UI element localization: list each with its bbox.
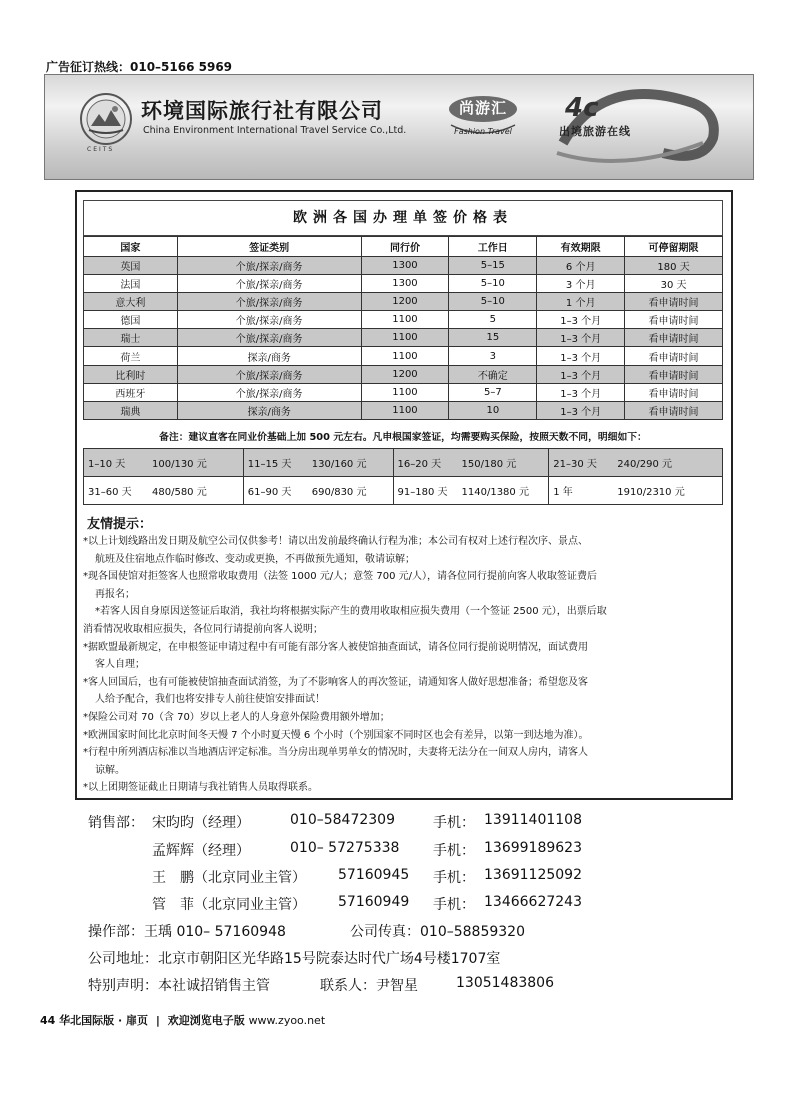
logo-text: CEITS — [87, 146, 115, 153]
cell: 探亲/商务 — [177, 401, 361, 419]
table-row — [84, 293, 723, 311]
table-row — [84, 257, 723, 275]
insurance-days: 1–10 天 — [88, 459, 126, 470]
insurance-price: 1910/2310 元 — [617, 487, 685, 498]
mobile-label: 手机： — [433, 870, 475, 886]
mobile-label: 手机： — [433, 897, 475, 913]
col-header: 工作日 — [449, 237, 537, 257]
fashion-travel-badge — [447, 95, 519, 143]
page-footer — [40, 1012, 325, 1028]
address-line: 公司地址：北京市朝阳区光华路15号院泰达时代广场4号楼1707室 — [88, 951, 501, 967]
table-row — [84, 275, 723, 293]
cell: 5 — [449, 311, 537, 329]
tip-line: *若客人因自身原因送签证后取消，我社均将根据实际产生的费用收取相应损失费用（一个签证 2500 元），出票后取 — [95, 606, 607, 618]
insurance-price: 690/830 元 — [311, 487, 367, 498]
cell: 5–10 — [449, 293, 537, 311]
cell: 不确定 — [449, 365, 537, 383]
cell: 5–15 — [449, 257, 537, 275]
welcome-text: 欢迎浏览电子版 — [167, 1014, 245, 1027]
insurance-cell — [549, 477, 723, 505]
insurance-days: 1 年 — [553, 487, 573, 498]
cell: 西班牙 — [84, 383, 178, 401]
sales-phone: 57160945 — [338, 867, 410, 883]
cell: 10 — [449, 401, 537, 419]
insurance-days: 31–60 天 — [88, 487, 132, 498]
cell: 1 个月 — [537, 293, 625, 311]
tips-list — [83, 533, 728, 797]
sales-name: 宋昀昀（经理） — [152, 815, 250, 831]
cell: 180 天 — [625, 257, 723, 275]
insurance-days: 21–30 天 — [553, 459, 597, 470]
cell: 1100 — [361, 329, 449, 347]
mobile-label: 手机： — [433, 843, 475, 859]
sales-mobile: 13699189623 — [484, 840, 582, 856]
company-name-cn: 环境国际旅行社有限公司 — [141, 99, 383, 123]
cell: 看申请时间 — [625, 365, 723, 383]
insurance-note: 备注：建议直客在同业价基础上加 500 元左右。凡申根国家签证，均需要购买保险，按照天数不同，明细如下： — [83, 428, 723, 448]
tip-line: *保险公司对 70（含 70）岁以上老人的人身意外保险费用额外增加； — [83, 711, 390, 723]
insurance-cell — [393, 449, 549, 477]
cell: 个旅/探亲/商务 — [177, 275, 361, 293]
ad-hotline: 广告征订热线：010–5166 5969 — [46, 60, 233, 74]
cell: 15 — [449, 329, 537, 347]
cell: 个旅/探亲/商务 — [177, 257, 361, 275]
cell: 1100 — [361, 347, 449, 365]
ops-line: 操作部：王瑀 010– 57160948 — [88, 924, 286, 940]
insurance-days: 91–180 天 — [397, 487, 448, 498]
sales-mobile: 13911401108 — [484, 812, 582, 828]
table-row — [84, 401, 723, 419]
insurance-price: 240/290 元 — [617, 459, 672, 470]
page-number: 44 — [40, 1014, 56, 1027]
table-row — [84, 383, 723, 401]
sales-phone: 010– 57275338 — [290, 840, 400, 856]
insurance-table — [83, 448, 723, 505]
insurance-cell — [393, 477, 549, 505]
cell: 法国 — [84, 275, 178, 293]
cell: 1300 — [361, 275, 449, 293]
tip-line: *据欧盟最新规定，在申根签证申请过程中有可能有部分客人被使馆抽查面试，请各位同行提前说明情况，面试费用 — [83, 641, 588, 653]
sales-mobile: 13691125092 — [484, 867, 582, 883]
cell: 5–7 — [449, 383, 537, 401]
cell: 30 天 — [625, 275, 723, 293]
header-banner — [44, 74, 754, 180]
cell: 看申请时间 — [625, 293, 723, 311]
insurance-cell — [84, 449, 244, 477]
cell: 看申请时间 — [625, 401, 723, 419]
company-name-en: China Environment International Travel Service Co.,Ltd. — [143, 125, 407, 136]
tip-line: *欧洲国家时间比北京时间冬天慢 7 个小时夏天慢 6 个小时（个别国家不同时区也会有差异，以第一到达地为准）。 — [83, 729, 589, 741]
tip-line: 人给予配合，我们也将安排专人前往使馆安排面试！ — [95, 694, 325, 706]
tip-line: *以上团期签证截止日期请与我社销售人员取得联系。 — [83, 782, 318, 794]
cell: 1–3 个月 — [537, 347, 625, 365]
mobile-label: 手机： — [433, 815, 475, 831]
special-statement: 特别声明：本社诚招销售主管 — [88, 978, 270, 994]
tip-line: *行程中所列酒店标准以当地酒店评定标准。当分房出现单男单女的情况时，夫妻将无法分在一间双人房内，请客人 — [83, 747, 588, 759]
brand-4c: 4c — [565, 93, 599, 123]
visa-price-panel — [75, 190, 733, 800]
cell: 6 个月 — [537, 257, 625, 275]
insurance-price: 130/160 元 — [311, 459, 367, 470]
cell: 1–3 个月 — [537, 365, 625, 383]
insurance-cell — [549, 449, 723, 477]
table-row — [84, 329, 723, 347]
cell: 看申请时间 — [625, 347, 723, 365]
insurance-days: 16–20 天 — [397, 459, 442, 470]
contact-person: 联系人：尹智星 — [320, 978, 418, 994]
cell: 个旅/探亲/商务 — [177, 293, 361, 311]
badge-cn: 尚游汇 — [458, 99, 507, 117]
cell: 1–3 个月 — [537, 311, 625, 329]
cell: 荷兰 — [84, 347, 178, 365]
cell: 1100 — [361, 311, 449, 329]
insurance-cell — [84, 477, 244, 505]
col-header: 签证类别 — [177, 237, 361, 257]
cell: 看申请时间 — [625, 311, 723, 329]
cell: 5–10 — [449, 275, 537, 293]
sales-name: 管 菲（北京同业主管） — [152, 897, 306, 913]
tip-line: 航班及住宿地点作临时修改、变动或更换，不再做预先通知，敬请谅解； — [95, 553, 415, 565]
sales-name: 王 鹏（北京同业主管） — [152, 870, 306, 886]
cell: 3 个月 — [537, 275, 625, 293]
sales-phone: 010–58472309 — [290, 812, 395, 828]
insurance-days: 11–15 天 — [247, 459, 292, 470]
brand-4c-sub: 出境旅游在线 — [559, 125, 631, 138]
sales-mobile: 13466627243 — [484, 894, 582, 910]
cell: 意大利 — [84, 293, 178, 311]
ceits-logo-icon — [79, 92, 133, 146]
cell: 个旅/探亲/商务 — [177, 311, 361, 329]
insurance-row — [84, 449, 723, 477]
cell: 看申请时间 — [625, 383, 723, 401]
cell: 个旅/探亲/商务 — [177, 383, 361, 401]
cell: 1200 — [361, 293, 449, 311]
cell: 英国 — [84, 257, 178, 275]
cell: 个旅/探亲/商务 — [177, 329, 361, 347]
sales-label: 销售部： — [88, 815, 144, 831]
col-header: 同行价 — [361, 237, 449, 257]
col-header: 有效期限 — [537, 237, 625, 257]
table-row — [84, 347, 723, 365]
insurance-price: 1140/1380 元 — [461, 487, 529, 498]
cell: 1300 — [361, 257, 449, 275]
cell: 瑞典 — [84, 401, 178, 419]
cell: 1100 — [361, 401, 449, 419]
table-header-row — [84, 237, 723, 257]
cell: 1100 — [361, 383, 449, 401]
tips-heading: 友情提示： — [87, 517, 153, 532]
col-header: 国家 — [84, 237, 178, 257]
visa-price-table — [83, 236, 723, 420]
table-row — [84, 365, 723, 383]
col-header: 可停留期限 — [625, 237, 723, 257]
cell: 看申请时间 — [625, 329, 723, 347]
footer-separator: | — [155, 1014, 160, 1027]
sales-name: 孟辉辉（经理） — [152, 843, 250, 859]
badge-en: Fashion Travel — [454, 127, 512, 136]
insurance-price: 150/180 元 — [461, 459, 517, 470]
edition-label: 华北国际版 · 扉页 — [59, 1014, 148, 1027]
tip-line: 消看情况收取相应损失，各位同行请提前向客人说明； — [83, 623, 323, 635]
insurance-price: 480/580 元 — [152, 487, 207, 498]
cell: 1–3 个月 — [537, 329, 625, 347]
insurance-cell — [243, 449, 393, 477]
cell: 比利时 — [84, 365, 178, 383]
insurance-cell — [243, 477, 393, 505]
cell: 德国 — [84, 311, 178, 329]
contact-phone: 13051483806 — [456, 975, 554, 991]
insurance-days: 61–90 天 — [247, 487, 292, 498]
tip-line: 谅解。 — [95, 764, 125, 776]
tip-line: 客人自理； — [95, 659, 145, 671]
table-row — [84, 311, 723, 329]
cell: 3 — [449, 347, 537, 365]
cell: 1200 — [361, 365, 449, 383]
cell: 1–3 个月 — [537, 401, 625, 419]
insurance-row — [84, 477, 723, 505]
site-url[interactable]: www.zyoo.net — [248, 1014, 326, 1027]
price-table-title: 欧洲各国办理单签价格表 — [83, 200, 723, 236]
tip-line: 再报名； — [95, 588, 135, 600]
fax-line: 公司传真：010–58859320 — [350, 924, 525, 940]
cell: 个旅/探亲/商务 — [177, 365, 361, 383]
tip-line: *以上计划线路出发日期及航空公司仅供参考！请以出发前最终确认行程为准；本公司有权对上述行程次序、景点、 — [83, 536, 588, 547]
sales-phone: 57160949 — [338, 894, 410, 910]
cell: 探亲/商务 — [177, 347, 361, 365]
cell: 1–3 个月 — [537, 383, 625, 401]
insurance-price: 100/130 元 — [152, 459, 207, 470]
tip-line: *现各国使馆对拒签客人也照常收取费用（法签 1000 元/人；意签 700 元/人），请各位同行提前向客人收取签证费后 — [83, 571, 597, 583]
tip-line: *客人回国后，也有可能被使馆抽查面试消签，为了不影响客人的再次签证，请通知客人做好思想准备；希望您及客 — [83, 676, 588, 688]
cell: 瑞士 — [84, 329, 178, 347]
